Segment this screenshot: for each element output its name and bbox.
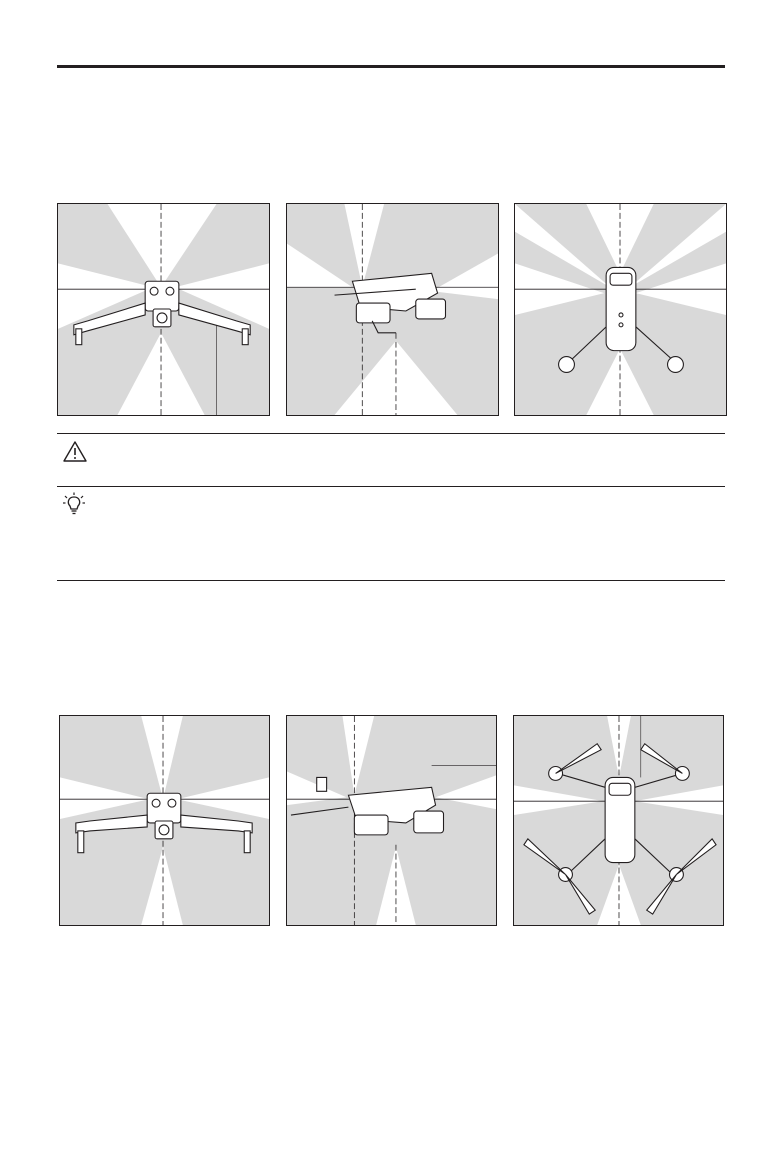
header-rule: [57, 65, 725, 68]
figure-upper-top-view: [514, 203, 727, 416]
figure-lower-side-view: [286, 715, 497, 926]
note-rule-middle: [57, 486, 725, 487]
figure-upper-front-view: [57, 203, 270, 416]
figure-lower-top-view: [513, 715, 724, 926]
lightbulb-icon: [62, 492, 86, 516]
figure-upper-side-view: [286, 203, 499, 416]
note-rule-bottom: [57, 580, 725, 581]
warning-triangle-icon: [63, 440, 87, 464]
figure-lower-front-view: [59, 715, 270, 926]
note-rule-top: [57, 433, 725, 434]
